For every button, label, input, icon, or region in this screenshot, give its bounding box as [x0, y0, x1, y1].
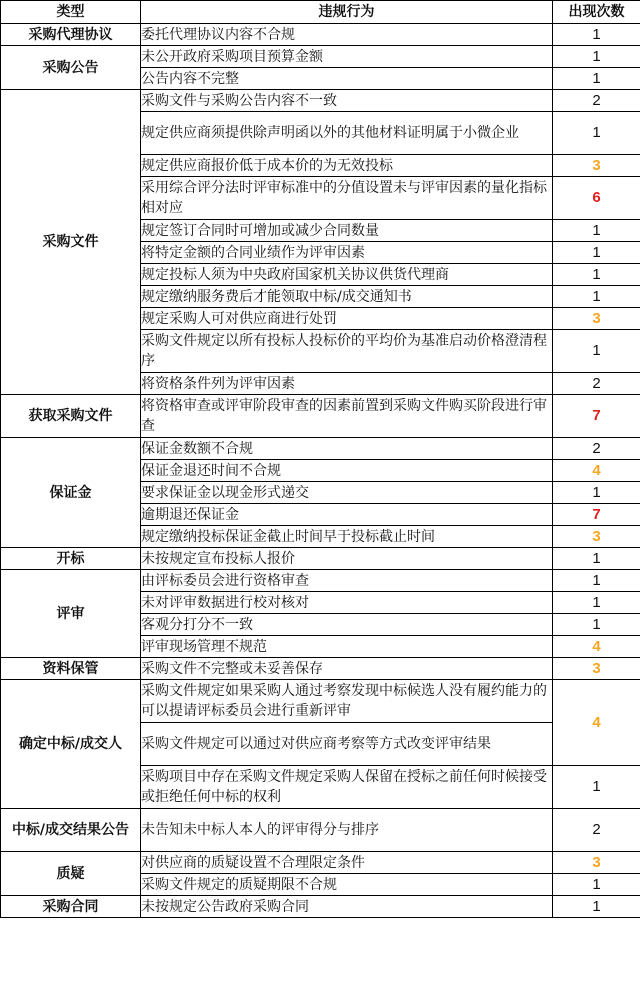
violation-cell: 要求保证金以现金形式递交 [141, 482, 553, 504]
violation-cell: 采购文件与采购公告内容不一致 [141, 90, 553, 112]
table-row [1, 896, 640, 918]
violation-cell: 规定供应商报价低于成本价的为无效投标 [141, 155, 553, 177]
header-type: 类型 [1, 1, 141, 24]
count-cell: 1 [553, 874, 640, 896]
header-count: 出现次数 [553, 1, 640, 24]
table-row [1, 680, 640, 723]
table-row [1, 852, 640, 874]
count-cell: 1 [553, 242, 640, 264]
count-cell: 7 [553, 504, 640, 526]
category-cell: 资料保管 [1, 658, 141, 680]
count-cell: 4 [553, 636, 640, 658]
violation-cell: 未按规定公告政府采购合同 [141, 896, 553, 918]
table-row [1, 46, 640, 68]
category-cell: 质疑 [1, 852, 141, 896]
violation-cell: 采购文件不完整或未妥善保存 [141, 658, 553, 680]
category-cell: 评审 [1, 570, 141, 658]
category-cell: 采购代理协议 [1, 24, 141, 46]
count-cell: 2 [553, 373, 640, 395]
count-cell: 1 [553, 46, 640, 68]
violation-cell: 规定签订合同时可增加或减少合同数量 [141, 220, 553, 242]
count-cell: 1 [553, 264, 640, 286]
category-cell: 中标/成交结果公告 [1, 809, 141, 852]
count-cell: 1 [553, 766, 640, 809]
count-cell: 1 [553, 112, 640, 155]
count-cell: 4 [553, 680, 640, 766]
violation-cell: 采购文件规定如果采购人通过考察发现中标候选人没有履约能力的可以提请评标委员会进行重新评审 [141, 680, 553, 723]
category-cell: 开标 [1, 548, 141, 570]
count-cell: 1 [553, 286, 640, 308]
count-cell: 1 [553, 24, 640, 46]
count-cell: 1 [553, 614, 640, 636]
table-row [1, 809, 640, 852]
count-cell: 3 [553, 658, 640, 680]
category-cell: 获取采购文件 [1, 395, 141, 438]
table-row [1, 548, 640, 570]
violation-cell: 采购项目中存在采购文件规定采购人保留在授标之前任何时候接受或拒绝任何中标的权利 [141, 766, 553, 809]
violation-cell: 采购文件规定的质疑期限不合规 [141, 874, 553, 896]
count-cell: 1 [553, 68, 640, 90]
violation-cell: 保证金退还时间不合规 [141, 460, 553, 482]
violation-cell: 采用综合评分法时评审标准中的分值设置未与评审因素的量化指标相对应 [141, 177, 553, 220]
violation-cell: 采购文件规定可以通过对供应商考察等方式改变评审结果 [141, 723, 553, 766]
violation-cell: 将特定金额的合同业绩作为评审因素 [141, 242, 553, 264]
header-violation: 违规行为 [141, 1, 553, 24]
category-cell: 采购公告 [1, 46, 141, 90]
count-cell: 1 [553, 548, 640, 570]
category-cell: 保证金 [1, 438, 141, 548]
violation-cell: 未公开政府采购项目预算金额 [141, 46, 553, 68]
violation-cell: 未对评审数据进行校对核对 [141, 592, 553, 614]
violation-cell: 未告知未中标人本人的评审得分与排序 [141, 809, 553, 852]
violation-cell: 将资格审查或评审阶段审查的因素前置到采购文件购买阶段进行审查 [141, 395, 553, 438]
violation-cell: 客观分打分不一致 [141, 614, 553, 636]
violation-cell: 规定采购人可对供应商进行处罚 [141, 308, 553, 330]
count-cell: 4 [553, 460, 640, 482]
table-row [1, 658, 640, 680]
count-cell: 3 [553, 852, 640, 874]
table-row [1, 395, 640, 438]
table-row [1, 438, 640, 460]
header-row [1, 1, 640, 24]
category-cell: 采购文件 [1, 90, 141, 395]
violation-cell: 未按规定宣布投标人报价 [141, 548, 553, 570]
count-cell: 3 [553, 308, 640, 330]
violation-cell: 逾期退还保证金 [141, 504, 553, 526]
count-cell: 7 [553, 395, 640, 438]
violation-cell: 将资格条件列为评审因素 [141, 373, 553, 395]
count-cell: 1 [553, 220, 640, 242]
count-cell: 1 [553, 330, 640, 373]
count-cell: 3 [553, 526, 640, 548]
violation-cell: 采购文件规定以所有投标人投标价的平均价为基准启动价格澄清程序 [141, 330, 553, 373]
category-cell: 采购合同 [1, 896, 141, 918]
count-cell: 1 [553, 592, 640, 614]
violation-cell: 规定缴纳投标保证金截止时间早于投标截止时间 [141, 526, 553, 548]
violation-cell: 规定供应商须提供除声明函以外的其他材料证明属于小微企业 [141, 112, 553, 155]
count-cell: 1 [553, 570, 640, 592]
violation-cell: 对供应商的质疑设置不合理限定条件 [141, 852, 553, 874]
count-cell: 6 [553, 177, 640, 220]
count-cell: 2 [553, 90, 640, 112]
violation-cell: 保证金数额不合规 [141, 438, 553, 460]
table-row [1, 90, 640, 112]
count-cell: 2 [553, 809, 640, 852]
category-cell: 确定中标/成交人 [1, 680, 141, 809]
count-cell: 3 [553, 155, 640, 177]
violation-cell: 公告内容不完整 [141, 68, 553, 90]
violation-cell: 委托代理协议内容不合规 [141, 24, 553, 46]
table-row [1, 24, 640, 46]
table-row [1, 570, 640, 592]
violation-cell: 评审现场管理不规范 [141, 636, 553, 658]
count-cell: 2 [553, 438, 640, 460]
violation-cell: 规定投标人须为中央政府国家机关协议供货代理商 [141, 264, 553, 286]
violation-cell: 规定缴纳服务费后才能领取中标/成交通知书 [141, 286, 553, 308]
count-cell: 1 [553, 482, 640, 504]
violation-cell: 由评标委员会进行资格审查 [141, 570, 553, 592]
count-cell: 1 [553, 896, 640, 918]
